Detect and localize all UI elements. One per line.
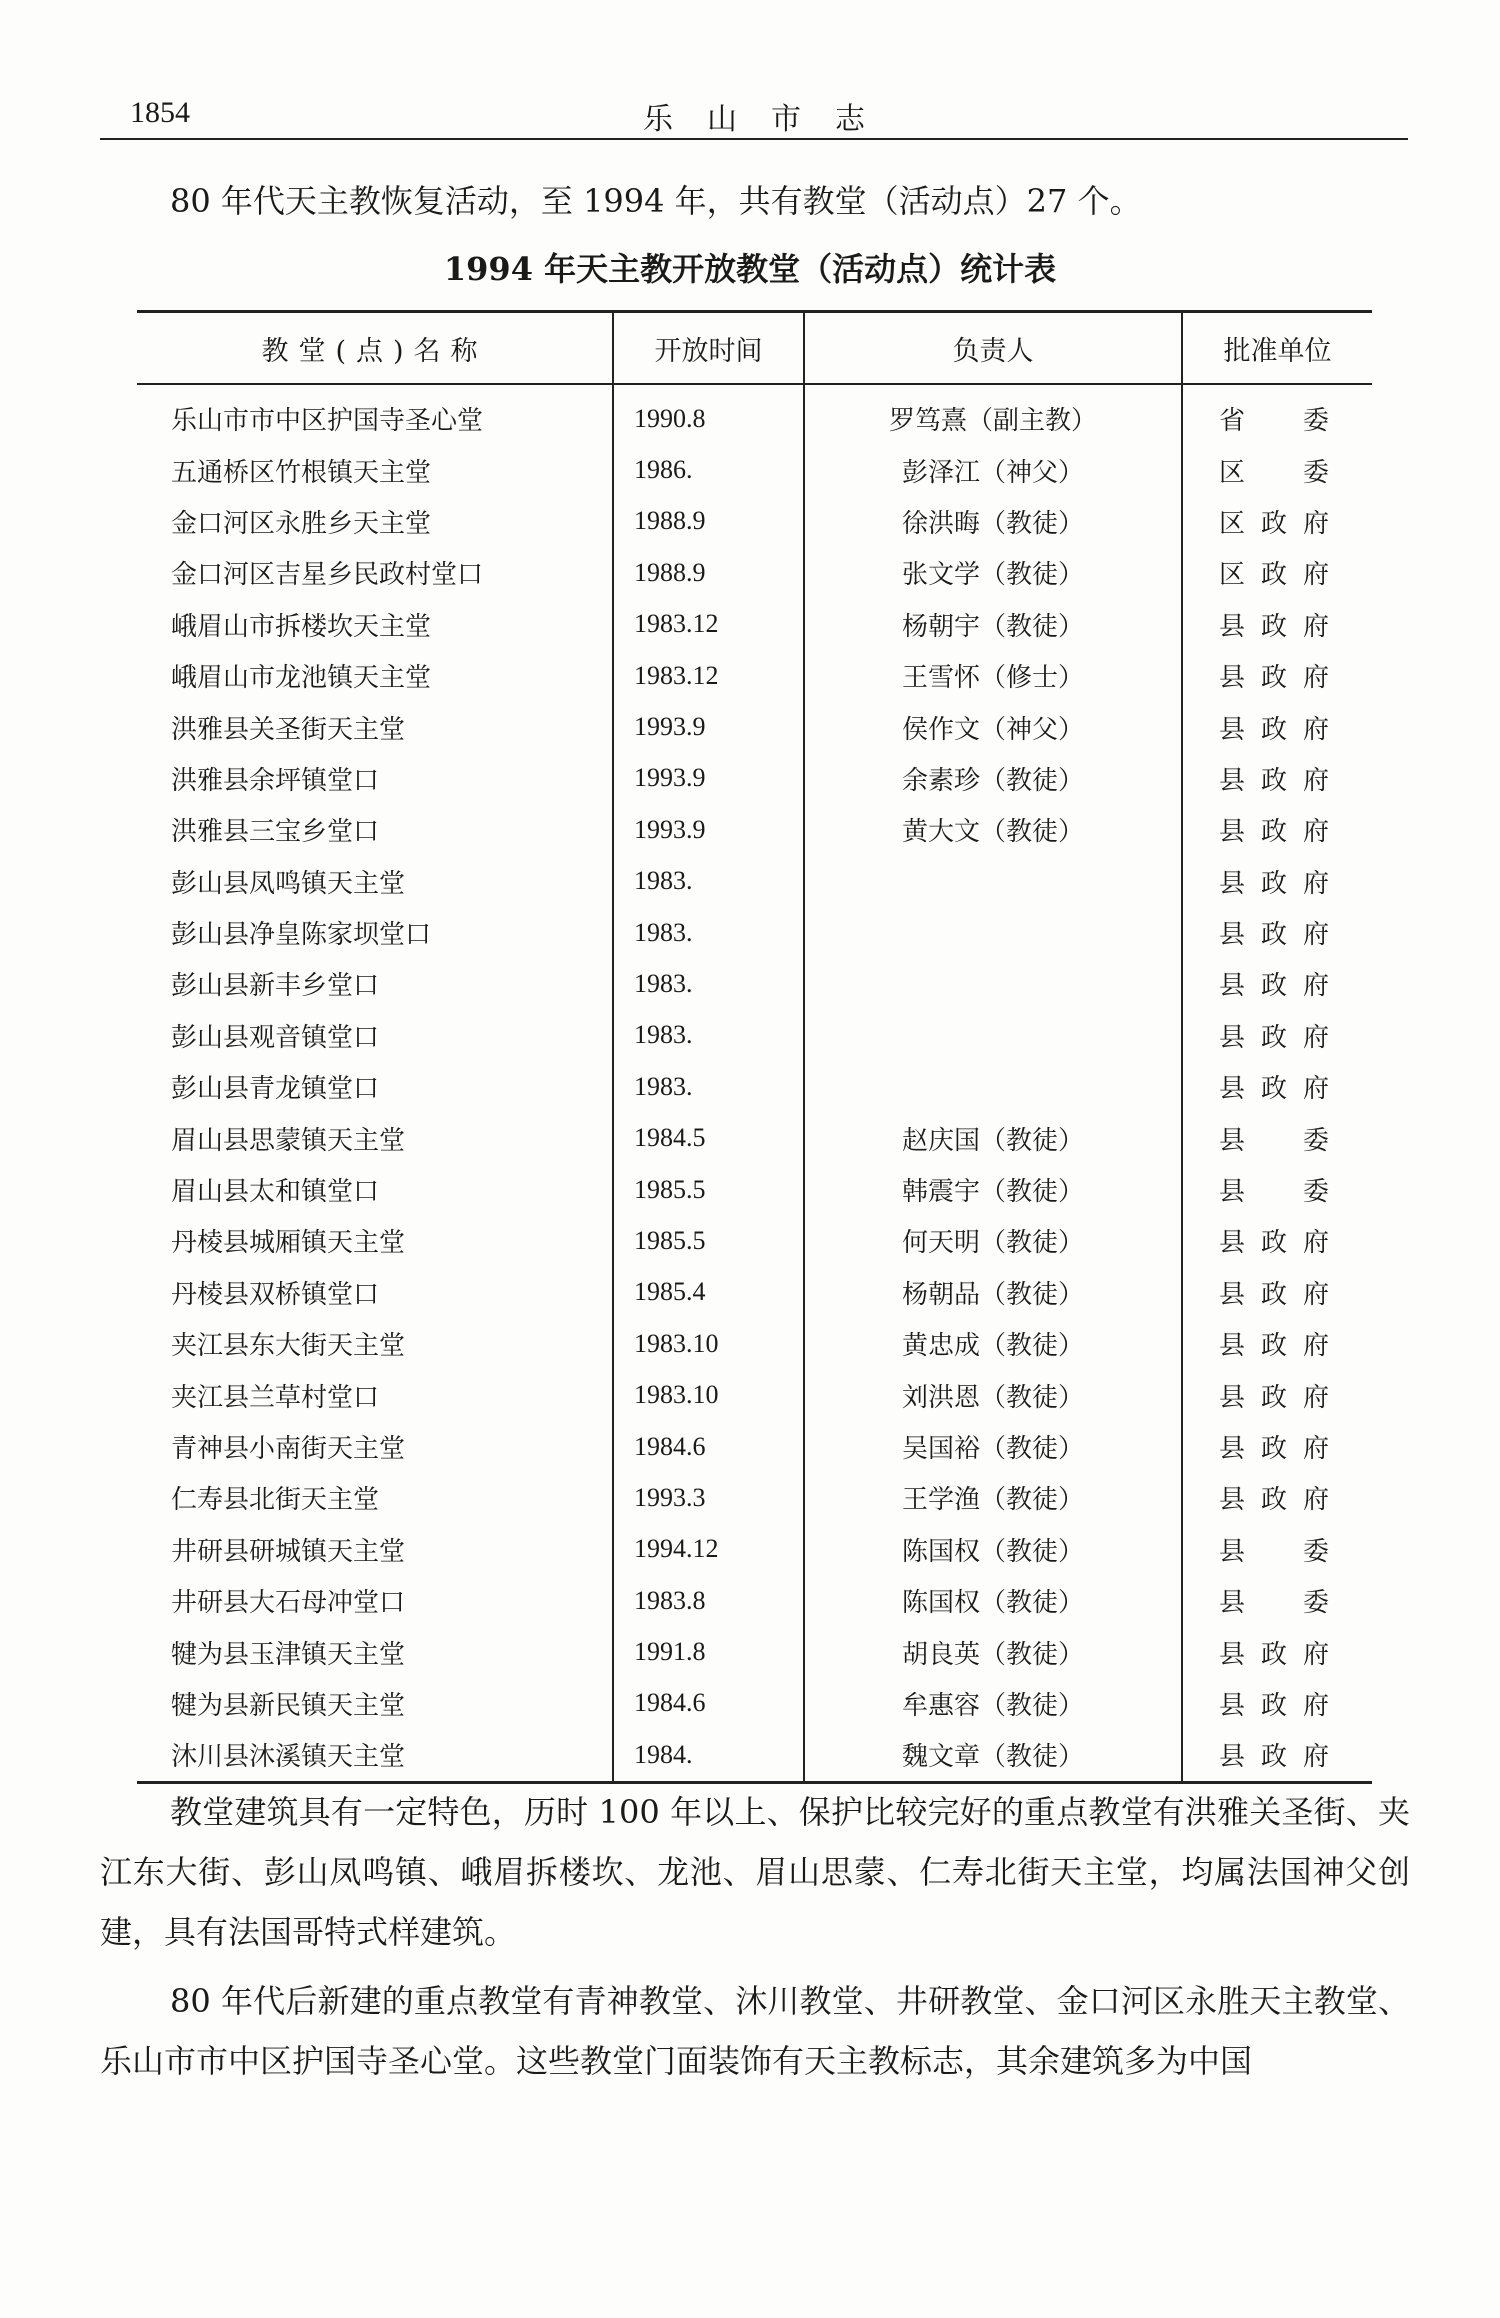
table-row [137, 1524, 1372, 1575]
person-in-charge-cell: 陈国权（教徒） [804, 1524, 1182, 1575]
approval-unit-cell [1182, 1267, 1372, 1318]
table-row [137, 958, 1372, 1009]
approval-unit-cell [1182, 1472, 1372, 1523]
person-in-charge-cell: 张文学（教徒） [804, 547, 1182, 598]
table-row [137, 1369, 1372, 1420]
table-row [137, 384, 1372, 444]
church-name-cell: 犍为县新民镇天主堂 [171, 1690, 406, 1721]
approval-unit-text: 县政府 [1219, 1690, 1329, 1721]
approval-unit-cell [1182, 1010, 1372, 1061]
table-row [137, 650, 1372, 701]
page-header [100, 88, 1408, 140]
approval-unit-cell [1182, 547, 1372, 598]
person-in-charge-cell: 王雪怀（修士） [804, 650, 1182, 701]
approval-unit-cell [1182, 1112, 1372, 1163]
table-row [137, 753, 1372, 804]
person-in-charge-cell [804, 856, 1182, 907]
open-date-cell: 1983. [613, 856, 804, 907]
table-row [137, 444, 1372, 495]
church-name-cell: 乐山市市中区护国寺圣心堂 [171, 406, 484, 437]
church-name-cell: 洪雅县关圣街天主堂 [171, 714, 406, 745]
approval-unit-text: 县政府 [1219, 920, 1329, 951]
approval-unit-text: 县政府 [1219, 1485, 1329, 1516]
open-date-cell: 1986. [613, 444, 804, 495]
approval-unit-cell [1182, 958, 1372, 1009]
approval-unit-text: 县政府 [1219, 611, 1329, 642]
open-date-cell: 1993.9 [613, 804, 804, 855]
approval-unit-text: 区政府 [1219, 560, 1329, 591]
person-in-charge-cell: 余素珍（教徒） [804, 753, 1182, 804]
page-number: 1854 [130, 96, 190, 129]
church-name-cell: 夹江县兰草村堂口 [171, 1382, 380, 1413]
approval-unit-text: 县政府 [1219, 663, 1329, 694]
person-in-charge-cell: 杨朝宇（教徒） [804, 599, 1182, 650]
header-person-in-charge: 负责人 [804, 312, 1182, 385]
open-date-cell: 1985.4 [613, 1267, 804, 1318]
table-row [137, 856, 1372, 907]
approval-unit-cell [1182, 1318, 1372, 1369]
table-row [137, 1164, 1372, 1215]
approval-unit-text: 县政府 [1219, 1279, 1329, 1310]
person-in-charge-cell: 牟惠容（教徒） [804, 1678, 1182, 1729]
open-date-cell: 1993.9 [613, 753, 804, 804]
person-in-charge-cell: 黄大文（教徒） [804, 804, 1182, 855]
table-row [137, 1678, 1372, 1729]
table-row [137, 599, 1372, 650]
open-date-cell: 1984. [613, 1729, 804, 1782]
approval-unit-cell [1182, 444, 1372, 495]
person-in-charge-cell [804, 907, 1182, 958]
approval-unit-text: 县委 [1219, 1125, 1329, 1156]
person-in-charge-cell: 刘洪恩（教徒） [804, 1369, 1182, 1420]
person-in-charge-cell: 胡良英（教徒） [804, 1626, 1182, 1677]
church-name-cell: 彭山县青龙镇堂口 [171, 1074, 380, 1105]
approval-unit-text: 县政府 [1219, 1639, 1329, 1670]
person-in-charge-cell: 黄忠成（教徒） [804, 1318, 1182, 1369]
approval-unit-cell [1182, 1575, 1372, 1626]
church-name-cell: 眉山县思蒙镇天主堂 [171, 1125, 406, 1156]
church-name-cell: 五通桥区竹根镇天主堂 [171, 457, 432, 488]
church-name-cell: 金口河区永胜乡天主堂 [171, 508, 432, 539]
church-name-cell: 彭山县观音镇堂口 [171, 1022, 380, 1053]
church-name-cell: 彭山县凤鸣镇天主堂 [171, 868, 406, 899]
approval-unit-text: 县政府 [1219, 1074, 1329, 1105]
approval-unit-cell [1182, 701, 1372, 752]
approval-unit-cell [1182, 1729, 1372, 1782]
church-name-cell: 丹棱县双桥镇堂口 [171, 1279, 380, 1310]
church-name-cell: 洪雅县余坪镇堂口 [171, 765, 380, 796]
approval-unit-text: 县政府 [1219, 1022, 1329, 1053]
table-row [137, 1729, 1372, 1782]
church-name-cell: 丹棱县城厢镇天主堂 [171, 1228, 406, 1259]
open-date-cell: 1985.5 [613, 1215, 804, 1266]
person-in-charge-cell: 王学渔（教徒） [804, 1472, 1182, 1523]
church-name-cell: 洪雅县三宝乡堂口 [171, 817, 380, 848]
person-in-charge-cell: 何天明（教徒） [804, 1215, 1182, 1266]
approval-unit-text: 县政府 [1219, 714, 1329, 745]
approval-unit-text: 县政府 [1219, 1434, 1329, 1464]
church-name-cell: 沐川县沐溪镇天主堂 [171, 1742, 406, 1773]
open-date-cell: 1994.12 [613, 1524, 804, 1575]
approval-unit-cell [1182, 1215, 1372, 1266]
table-row [137, 1061, 1372, 1112]
person-in-charge-cell: 吴国裕（教徒） [804, 1421, 1182, 1472]
approval-unit-cell [1182, 599, 1372, 650]
header-church-name: 教堂(点)名称 [137, 312, 613, 385]
table-row [137, 907, 1372, 958]
approval-unit-text: 县委 [1219, 1177, 1329, 1208]
open-date-cell: 1990.8 [613, 384, 804, 444]
open-date-cell: 1983. [613, 1010, 804, 1061]
approval-unit-cell [1182, 1369, 1372, 1420]
church-name-cell: 眉山县太和镇堂口 [171, 1177, 380, 1208]
approval-unit-text: 县政府 [1219, 1382, 1329, 1413]
approval-unit-text: 县委 [1219, 1536, 1329, 1567]
table-row [137, 804, 1372, 855]
person-in-charge-cell [804, 958, 1182, 1009]
approval-unit-cell [1182, 1061, 1372, 1112]
approval-unit-text: 县政府 [1219, 1331, 1329, 1362]
person-in-charge-cell: 徐洪晦（教徒） [804, 496, 1182, 547]
church-name-cell: 彭山县新丰乡堂口 [171, 971, 380, 1002]
table-row [137, 1472, 1372, 1523]
table-row [137, 1112, 1372, 1163]
open-date-cell: 1984.6 [613, 1678, 804, 1729]
open-date-cell: 1983.10 [613, 1369, 804, 1420]
approval-unit-text: 县政府 [1219, 765, 1329, 796]
approval-unit-text: 县政府 [1219, 971, 1329, 1002]
approval-unit-cell [1182, 1164, 1372, 1215]
approval-unit-text: 县委 [1219, 1588, 1329, 1619]
person-in-charge-cell: 魏文章（教徒） [804, 1729, 1182, 1782]
person-in-charge-cell: 韩震宇（教徒） [804, 1164, 1182, 1215]
open-date-cell: 1983.12 [613, 599, 804, 650]
person-in-charge-cell: 陈国权（教徒） [804, 1575, 1182, 1626]
person-in-charge-cell [804, 1010, 1182, 1061]
approval-unit-text: 省委 [1219, 406, 1329, 437]
church-name-cell: 彭山县净皇陈家坝堂口 [171, 920, 432, 951]
paragraph-architecture: 教堂建筑具有一定特色，历时 100 年以上、保护比较完好的重点教堂有洪雅关圣街、夹江东大街、彭山凤鸣镇、峨眉拆楼坎、龙池、眉山思蒙、仁寿北街天主堂，均属法国神父创建，具有法国哥特式样建筑。 [100, 1793, 1410, 1951]
person-in-charge-cell: 侯作文（神父） [804, 701, 1182, 752]
church-name-cell: 仁寿县北街天主堂 [171, 1485, 380, 1516]
open-date-cell: 1984.6 [613, 1421, 804, 1472]
church-name-cell: 金口河区吉星乡民政村堂口 [171, 560, 484, 591]
header-open-date: 开放时间 [613, 312, 804, 385]
table-row [137, 1575, 1372, 1626]
person-in-charge-cell: 彭泽江（神父） [804, 444, 1182, 495]
open-date-cell: 1983. [613, 907, 804, 958]
table-row [137, 701, 1372, 752]
approval-unit-cell [1182, 1421, 1372, 1472]
intro-text: 80 年代天主教恢复活动，至 1994 年，共有教堂（活动点）27 个。 [170, 182, 1142, 220]
approval-unit-text: 县政府 [1219, 868, 1329, 899]
approval-unit-cell [1182, 753, 1372, 804]
open-date-cell: 1993.3 [613, 1472, 804, 1523]
book-title: 乐山市志 [643, 102, 899, 137]
approval-unit-cell [1182, 804, 1372, 855]
approval-unit-cell [1182, 384, 1372, 444]
table-row [137, 1267, 1372, 1318]
open-date-cell: 1983.12 [613, 650, 804, 701]
table-row [137, 1215, 1372, 1266]
approval-unit-cell [1182, 1626, 1372, 1677]
church-name-cell: 峨眉山市拆楼坎天主堂 [171, 611, 432, 642]
approval-unit-text: 区委 [1219, 457, 1329, 488]
church-statistics-table [137, 310, 1372, 1784]
open-date-cell: 1988.9 [613, 547, 804, 598]
table-row [137, 1010, 1372, 1061]
header-approval-unit: 批准单位 [1182, 312, 1372, 385]
open-date-cell: 1985.5 [613, 1164, 804, 1215]
person-in-charge-cell: 杨朝品（教徒） [804, 1267, 1182, 1318]
open-date-cell: 1983. [613, 1061, 804, 1112]
table-row [137, 1318, 1372, 1369]
table-row [137, 547, 1372, 598]
open-date-cell: 1983.10 [613, 1318, 804, 1369]
table-row [137, 1626, 1372, 1677]
open-date-cell: 1991.8 [613, 1626, 804, 1677]
approval-unit-text: 县政府 [1219, 1228, 1329, 1259]
person-in-charge-cell: 罗笃熹（副主教） [804, 384, 1182, 444]
paragraph-new-churches: 80 年代后新建的重点教堂有青神教堂、沐川教堂、井研教堂、金口河区永胜天主教堂、乐山市市中区护国寺圣心堂。这些教堂门面装饰有天主教标志，其余建筑多为中国 [100, 1982, 1410, 2080]
open-date-cell: 1988.9 [613, 496, 804, 547]
approval-unit-cell [1182, 650, 1372, 701]
approval-unit-text: 县政府 [1219, 817, 1329, 848]
person-in-charge-cell [804, 1061, 1182, 1112]
approval-unit-text: 区政府 [1219, 508, 1329, 539]
church-name-cell: 青神县小南街天主堂 [171, 1434, 406, 1464]
open-date-cell: 1983.8 [613, 1575, 804, 1626]
table-title: 1994 年天主教开放教堂（活动点）统计表 [443, 250, 1057, 288]
approval-unit-cell [1182, 856, 1372, 907]
open-date-cell: 1993.9 [613, 701, 804, 752]
table-row [137, 496, 1372, 547]
approval-unit-cell [1182, 496, 1372, 547]
open-date-cell: 1984.5 [613, 1112, 804, 1163]
table-header-row [137, 312, 1372, 385]
table-row [137, 1421, 1372, 1472]
approval-unit-cell [1182, 907, 1372, 958]
church-name-cell: 井研县大石母冲堂口 [171, 1588, 406, 1619]
person-in-charge-cell: 赵庆国（教徒） [804, 1112, 1182, 1163]
approval-unit-text: 县政府 [1219, 1742, 1329, 1773]
approval-unit-cell [1182, 1524, 1372, 1575]
approval-unit-cell [1182, 1678, 1372, 1729]
open-date-cell: 1983. [613, 958, 804, 1009]
church-name-cell: 夹江县东大街天主堂 [171, 1331, 406, 1362]
church-name-cell: 井研县研城镇天主堂 [171, 1536, 406, 1567]
church-name-cell: 犍为县玉津镇天主堂 [171, 1639, 406, 1670]
church-name-cell: 峨眉山市龙池镇天主堂 [171, 663, 432, 694]
